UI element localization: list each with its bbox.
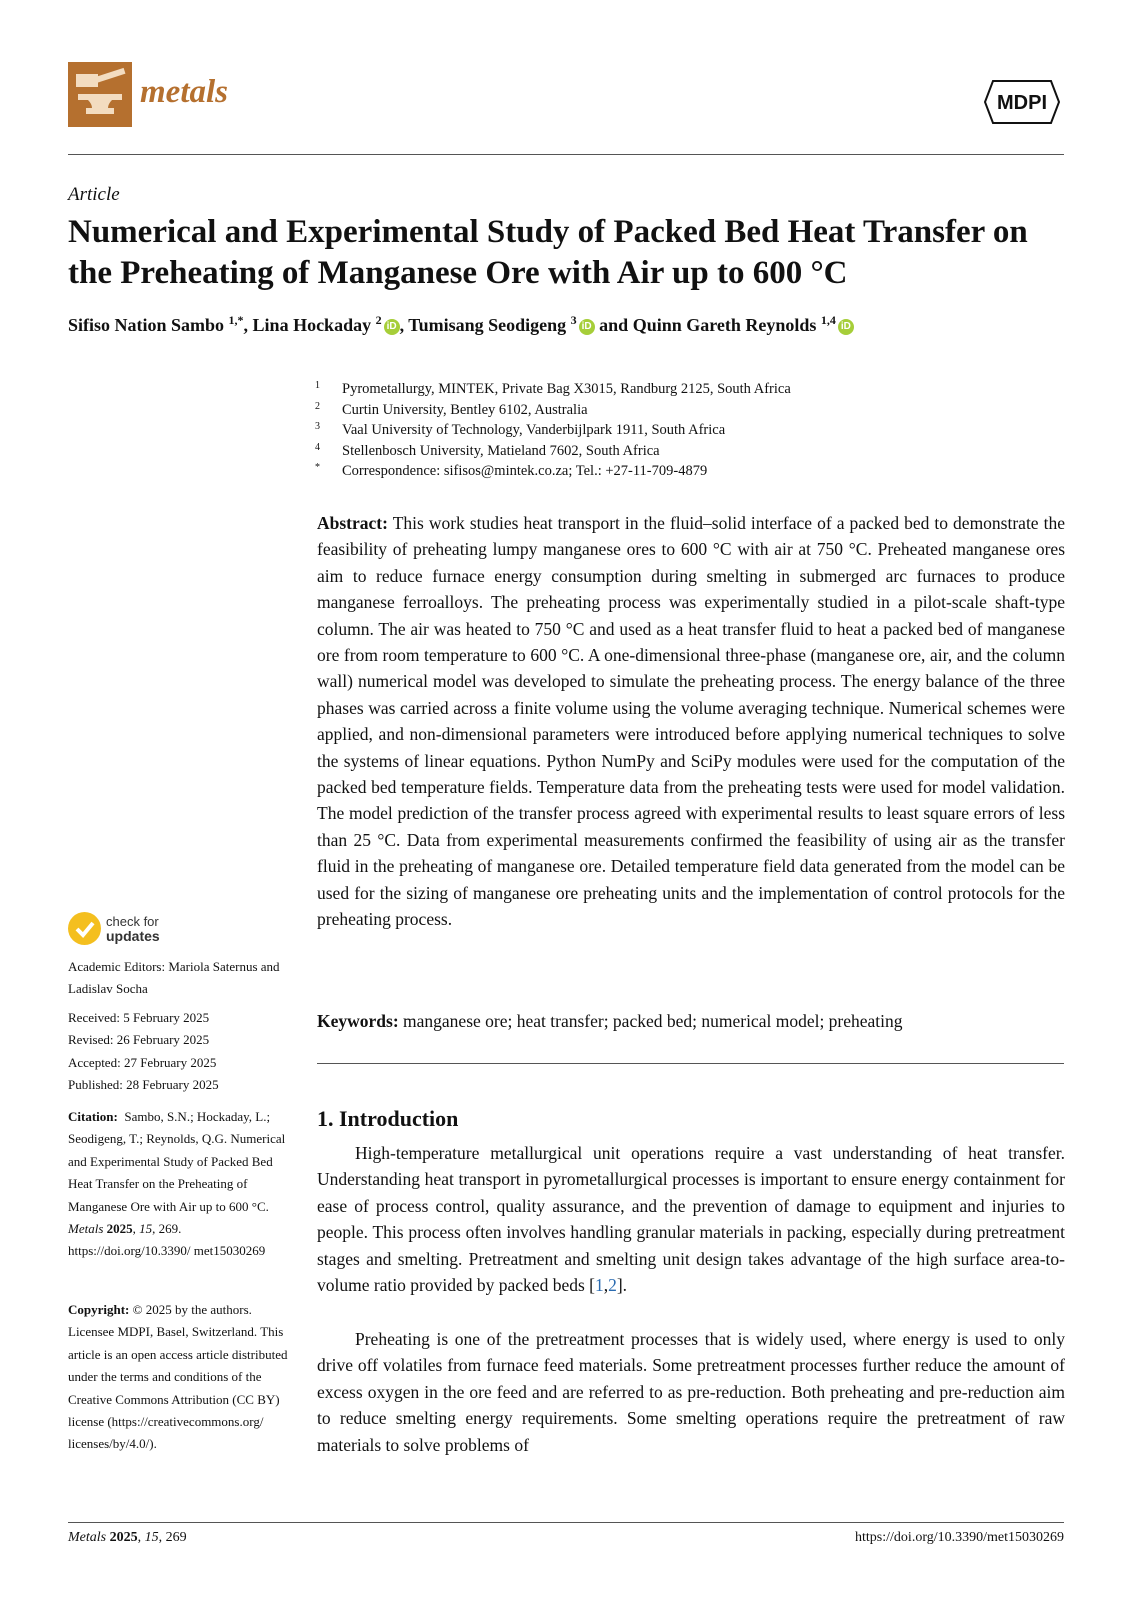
date-received: Received: 5 February 2025 (68, 1010, 210, 1025)
date-revised: Revised: 26 February 2025 (68, 1032, 210, 1048)
footer-citation: Metals 2025, 15, 269 (68, 1530, 187, 1545)
section-heading: 1. Introduction (317, 1106, 459, 1131)
citation-volume: 15 (139, 1221, 153, 1237)
affiliation-text: Curtin University, Bentley 6102, Australia (342, 401, 588, 418)
reference-link-1[interactable]: 1 (594, 1275, 604, 1296)
citation-label: Citation: (68, 1109, 118, 1124)
author-name: Tumisang Seodigeng (408, 315, 567, 335)
intro-paragraph-1: High-temperature metallurgical unit operations require a vast understanding of heat transfer. Understanding heat transport in pyrometallurgical processes is important to ensure energy containment for ease of process control, quality assurance, and the prevention of damage to equipment and injuries to people. This process often involves handling granular materials in packing, especially during pretreatment stages and smelting. Pretreatment and smelting unit design takes advantage of the high surface area-to-volume ratio provided by packed beds [1,2]. (317, 1143, 1065, 1296)
copyright-text: © 2025 by the authors. Licensee MDPI, Basel, Switzerland. This article is an open access article distributed under the terms and conditions of the Creative Commons Attribution (CC BY) license (https://creativecommons.org/ licenses/by/4.0/). (68, 1302, 288, 1452)
author-name: Lina Hockaday (252, 315, 372, 335)
author-affiliation-marker: 1,4 (820, 313, 836, 327)
affiliation-number: 3 (315, 421, 320, 432)
author-name: Sifiso Nation Sambo (68, 315, 225, 335)
abstract-text: This work studies heat transport in the fluid–solid interface of a packed bed to demonstrate the feasibility of preheating lumpy manganese ores to 600 °C with air at 750 °C. Preheated manganese ores aim to reduce furnace energy consumption during smelting in submerged arc furnaces to produce manganese ferroalloys. The preheating process was experimentally studied in a pilot-scale shaft-type column. The air was heated to 750 °C and used as a heat transfer fluid to heat a packed bed of manganese ore from room temperature to 600 °C. A one-dimensional three-phase (manganese ore, air, and the column wall) numerical model was developed to simulate the preheating process. The energy balance of the three phases was carried across a finite volume using the volume averaging technique. Numerical schemes were applied, and non-dimensional parameters were introduced before applying numerical techniques to solve the systems of linear equations. Python NumPy and SciPy modules were used for the computation of the packed bed temperature fields. Temperature data from the preheating tests were used for model validation. The model prediction of the transfer process agreed with experimental results to least square errors of less than 25 °C. Data from experimental measurements confirmed the feasibility of using air as the transfer fluid in the preheating of manganese ore. Detailed temperature field data generated from the model can be used for the sizing of manganese ore preheating units and the implementation of control protocols for the preheating process. (317, 513, 1065, 930)
footer-journal: Metals (68, 1530, 107, 1545)
author-separator: and (594, 315, 633, 335)
citation-journal: Metals (68, 1221, 104, 1237)
author-name: Quinn Gareth Reynolds (632, 315, 817, 335)
affiliation-text: Stellenbosch University, Matieland 7602, South Africa (342, 442, 660, 459)
affiliation-text: Vaal University of Technology, Vanderbijlpark 1911, South Africa (342, 422, 726, 438)
mdpi-logo (983, 77, 1061, 127)
citation: Citation: Sambo, S.N.; Hockaday, L.; Seodigeng, T.; Reynolds, Q.G. Numerical and Experimental Study of Packed Bed Heat Transfer on the Preheating of Manganese Ore with Air up to 600 °C. Metals 2025, 15, 269. https://doi.org/10.3390/ met15030269 (68, 1109, 286, 1259)
abstract-divider (317, 1063, 1064, 1064)
paper-title: Numerical and Experimental Study of Packed Bed Heat Transfer on the Preheating of Manganese Ore with Air up to 600 °C (68, 214, 1028, 291)
author-list (68, 313, 854, 336)
footer-year: 2025 (109, 1530, 138, 1545)
abstract (317, 510, 1065, 933)
affiliation-item (315, 379, 1055, 400)
citation-year: 2025 (106, 1221, 133, 1237)
affiliation-item (315, 400, 1055, 421)
affiliation-number: 4 (315, 441, 320, 453)
affiliation-item (315, 420, 1055, 441)
affiliation-item (315, 461, 1055, 482)
affiliation-number: * (315, 462, 320, 473)
date-accepted: Accepted: 27 February 2025 (68, 1054, 217, 1070)
author-separator: , (399, 315, 409, 335)
affiliations (315, 379, 1055, 482)
affiliation-text: Correspondence: sifisos@mintek.co.za; Tel.: +27-11-709-4879 (342, 463, 708, 479)
abstract-label: Abstract: (317, 513, 388, 533)
author-affiliation-marker: 1,* (228, 313, 244, 327)
anvil-icon (68, 62, 132, 127)
publication-dates (68, 1007, 293, 1097)
journal-logo (68, 62, 132, 127)
orcid-icon[interactable]: iD (838, 319, 854, 335)
intro-p2-text: Preheating is one of the pretreatment processes that is widely used, where energy is used to only drive off volatiles from furnace feed materials. Some pretreatment processes further reduce the amount of excess oxygen in the ore feed and are referred to as pre-reduction. Both preheating and pre-reduction aim to reduce smelting energy requirements. Some smelting operations require the pretreatment of raw materials to solve problems of (317, 1329, 1065, 1455)
journal-name: metals (140, 74, 228, 110)
footer-doi-link[interactable]: https://doi.org/10.3390/met15030269 (855, 1530, 1064, 1545)
article-type: Article (68, 184, 120, 205)
copyright-label: Copyright: (68, 1302, 130, 1317)
check-line-2: updates (106, 928, 160, 944)
publisher-name: MDPI (997, 92, 1047, 114)
checkmark-icon (68, 912, 101, 945)
affiliation-number: 1 (315, 380, 320, 391)
keywords-label: Keywords: (317, 1011, 399, 1031)
academic-editors: Academic Editors: Mariola Saternus and Ladislav Socha (68, 959, 280, 997)
affiliation-item (315, 441, 1055, 462)
footer-divider (68, 1522, 1064, 1523)
intro-paragraph-2 (317, 1326, 1065, 1458)
intro-p1-end: ]. (616, 1275, 628, 1296)
copyright (68, 1299, 293, 1456)
keywords-text: manganese ore; heat transfer; packed bed; numerical model; preheating (403, 1011, 903, 1031)
affiliation-text: Pyrometallurgy, MINTEK, Private Bag X3015, Randburg 2125, South Africa (342, 381, 791, 397)
date-published: Published: 28 February 2025 (68, 1077, 219, 1093)
check-line-1: check for (106, 914, 159, 929)
author-affiliation-marker: 3 (570, 313, 577, 327)
reference-link-2[interactable]: 2 (608, 1275, 617, 1296)
author-separator: , (243, 315, 253, 335)
orcid-icon[interactable]: iD (579, 319, 595, 335)
header-divider (68, 154, 1064, 155)
author-affiliation-marker: 2 (375, 313, 382, 327)
affiliation-number: 2 (315, 400, 320, 412)
citation-text: Sambo, S.N.; Hockaday, L.; Seodigeng, T.; Reynolds, Q.G. Numerical and Experimental Study of Packed Bed Heat Transfer on the Preheating of Manganese Ore with Air up to 600 °C. (68, 1109, 286, 1214)
orcid-icon[interactable]: iD (384, 319, 400, 335)
intro-p1-text: High-temperature metallurgical unit operations require a vast understanding of heat transfer. Understanding heat transport in pyrometallurgical processes is important to ensure energy containment for ease of process control, quality assurance, and the prevention of damage to equipment and injuries to people. This process often involves handling granular materials in packing, especially during pretreatment stages and smelting. Pretreatment and smelting unit design takes advantage of the high surface area-to-volume ratio provided by packed beds [ (317, 1143, 1065, 1296)
keywords (317, 1008, 1065, 1034)
citation-page[interactable]: , 269. https://doi.org/10.3390/ met15030269 (68, 1221, 266, 1259)
footer-page: , 269 (158, 1530, 187, 1545)
footer-volume: 15 (144, 1530, 159, 1545)
